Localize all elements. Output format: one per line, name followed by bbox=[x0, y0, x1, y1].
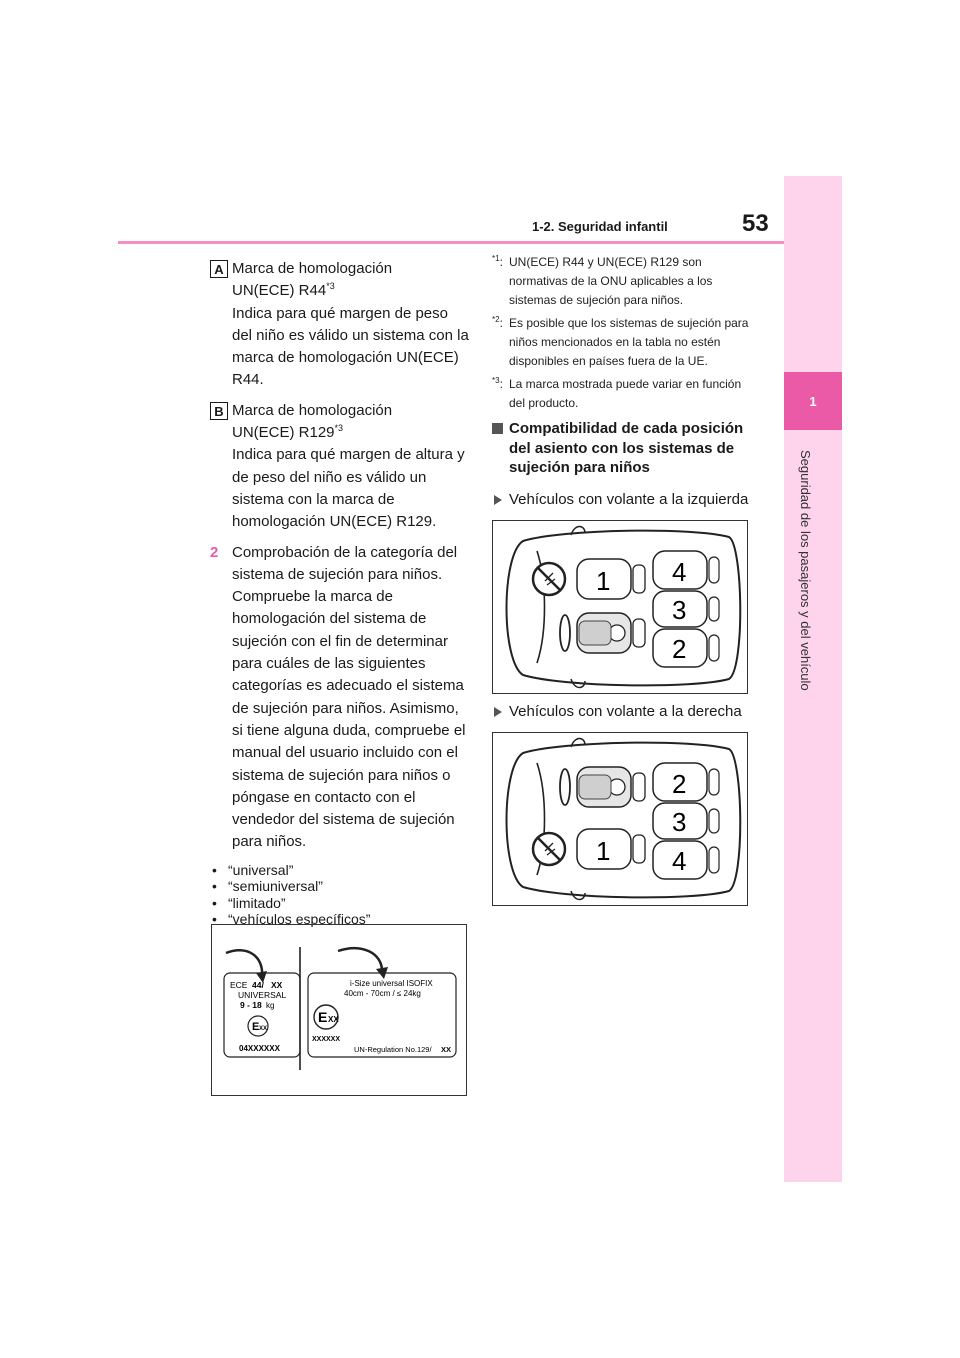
seat-number: 2 bbox=[672, 768, 687, 799]
r44-universal: UNIVERSAL bbox=[238, 990, 287, 1000]
page-number: 53 bbox=[742, 210, 769, 237]
r44-code: 04XXXXXX bbox=[239, 1044, 280, 1053]
item-b-description: Indica para qué margen de altura y de peso del niño es válido un sistema con la marca de homologación UN(ECE) R129. bbox=[232, 446, 465, 531]
letter-b-box: B bbox=[210, 402, 228, 420]
footnote-text: Es posible que los sistemas de sujeción para niños mencionados en la tabla no estén disponibles en países fuera de la UE. bbox=[509, 316, 749, 368]
step-2-description: Compruebe la marca de homologación del sistema de sujeción con el fin de determinar para cuáles de las siguientes categorías es adecuado el sistema de sujeción para niños. Asimismo, si tiene alguna duda, compruebe el manual del usuario incluido con el sistema de sujeción para niños o póngase en contacto con el vendedor del sistema de sujeción para niños. bbox=[232, 588, 466, 851]
footnote-3: $^{*3}$: La marca mostrada puede variar en función del producto. bbox=[492, 376, 742, 410]
item-b-reg: UN(ECE) R129$^{*3}$ bbox=[232, 423, 344, 442]
list-item: • “vehículos específicos” bbox=[210, 911, 472, 928]
footnote-ref: *3 bbox=[326, 281, 335, 292]
rhd-seat-diagram bbox=[492, 732, 748, 906]
chapter-tab-label: Seguridad de los pasajeros y del vehículo bbox=[798, 450, 813, 691]
seat-number: 3 bbox=[672, 594, 687, 625]
step-number: 2 bbox=[210, 543, 219, 561]
side-tab bbox=[784, 176, 842, 1182]
footnote-mark: *2 bbox=[492, 315, 500, 324]
seat-number: 2 bbox=[672, 633, 687, 664]
item-a-title: Marca de homologación bbox=[232, 260, 393, 277]
item-a-reg: UN(ECE) R44$^{*3}$ bbox=[232, 281, 335, 300]
list-item: • “universal” bbox=[210, 862, 472, 879]
category-list bbox=[210, 862, 472, 928]
r129-regulation-xx: XX bbox=[441, 1045, 452, 1054]
r129-emark: E bbox=[318, 1009, 328, 1025]
r129-range: 40cm - 70cm / ≤ 24kg bbox=[344, 989, 421, 998]
seat-number: 1 bbox=[596, 835, 611, 866]
item-b-title: Marca de homologación bbox=[232, 401, 393, 419]
header-rule bbox=[118, 241, 784, 244]
homologation-labels-figure bbox=[211, 924, 467, 1096]
r44-weight: 9 - 18 bbox=[240, 1000, 262, 1010]
compat-heading: Compatibilidad de cada posición del asiento con los sistemas de sujeción para niños bbox=[492, 419, 752, 478]
r44-ece: ECE bbox=[230, 980, 248, 990]
footnote-ref: *3 bbox=[334, 423, 344, 434]
footnote-mark: *1 bbox=[492, 254, 500, 263]
list-item: • “semiuniversal” bbox=[210, 878, 472, 895]
item-b bbox=[210, 400, 472, 534]
seat-number: 4 bbox=[672, 556, 687, 587]
triangle-bullet-icon bbox=[494, 495, 502, 505]
list-item: • “limitado” bbox=[210, 895, 472, 912]
r129-emark-xx: XX bbox=[328, 1015, 339, 1024]
footnote-1: $^{*1}$: UN(ECE) R44 y UN(ECE) R129 son normativas de la ONU aplicables a los sistemas de sujeción para niños. bbox=[492, 254, 713, 307]
r44-emark-xx: XX bbox=[259, 1026, 268, 1032]
footnote-mark: *3 bbox=[492, 376, 500, 385]
item-a-description: Indica para qué margen de peso del niño es válido un sistema con la marca de homologación UN(ECE) R44. bbox=[232, 304, 469, 389]
left-column bbox=[210, 258, 472, 928]
r44-reg-xx: XX bbox=[271, 980, 283, 990]
homologation-labels-illustration bbox=[212, 925, 466, 1095]
step-2-title: Comprobación de la categoría del sistema de sujeción para niños. bbox=[232, 543, 458, 583]
section-title: 1-2. Seguridad infantil bbox=[532, 219, 668, 234]
r129-regulation: UN-Regulation No.129/ bbox=[354, 1045, 432, 1054]
r129-isize: i-Size universal ISOFIX bbox=[350, 979, 433, 988]
steering-wheel-icon bbox=[560, 615, 570, 651]
seat-number: 4 bbox=[672, 845, 687, 876]
right-column bbox=[492, 253, 752, 906]
item-a bbox=[210, 258, 472, 392]
triangle-bullet-icon bbox=[494, 707, 502, 717]
r44-reg: 44/ bbox=[252, 980, 264, 990]
lhd-heading: Vehículos con volante a la izquierda bbox=[492, 490, 752, 510]
footnote-text: UN(ECE) R44 y UN(ECE) R129 son normativas de la ONU aplicables a los sistemas de sujeción para niños. bbox=[509, 255, 713, 307]
lhd-seat-diagram bbox=[492, 520, 748, 694]
seat-number: 1 bbox=[596, 565, 611, 596]
step-2 bbox=[210, 542, 472, 854]
footnote-text: La marca mostrada puede variar en función del producto. bbox=[509, 377, 742, 410]
chapter-tab-number: 1 bbox=[784, 372, 842, 430]
square-bullet-icon bbox=[492, 423, 503, 434]
seat-number: 3 bbox=[672, 806, 687, 837]
r44-weight-unit: kg bbox=[266, 1001, 275, 1010]
r129-code: XXXXXX bbox=[312, 1036, 341, 1043]
letter-a-box: A bbox=[210, 260, 228, 278]
r44-emark: E bbox=[252, 1021, 260, 1033]
footnote-2: $^{*2}$: Es posible que los sistemas de sujeción para niños mencionados en la tabla no estén disponibles en países fuera de la UE. bbox=[492, 315, 749, 368]
steering-wheel-icon bbox=[560, 769, 570, 805]
rhd-heading: Vehículos con volante a la derecha bbox=[492, 702, 752, 722]
